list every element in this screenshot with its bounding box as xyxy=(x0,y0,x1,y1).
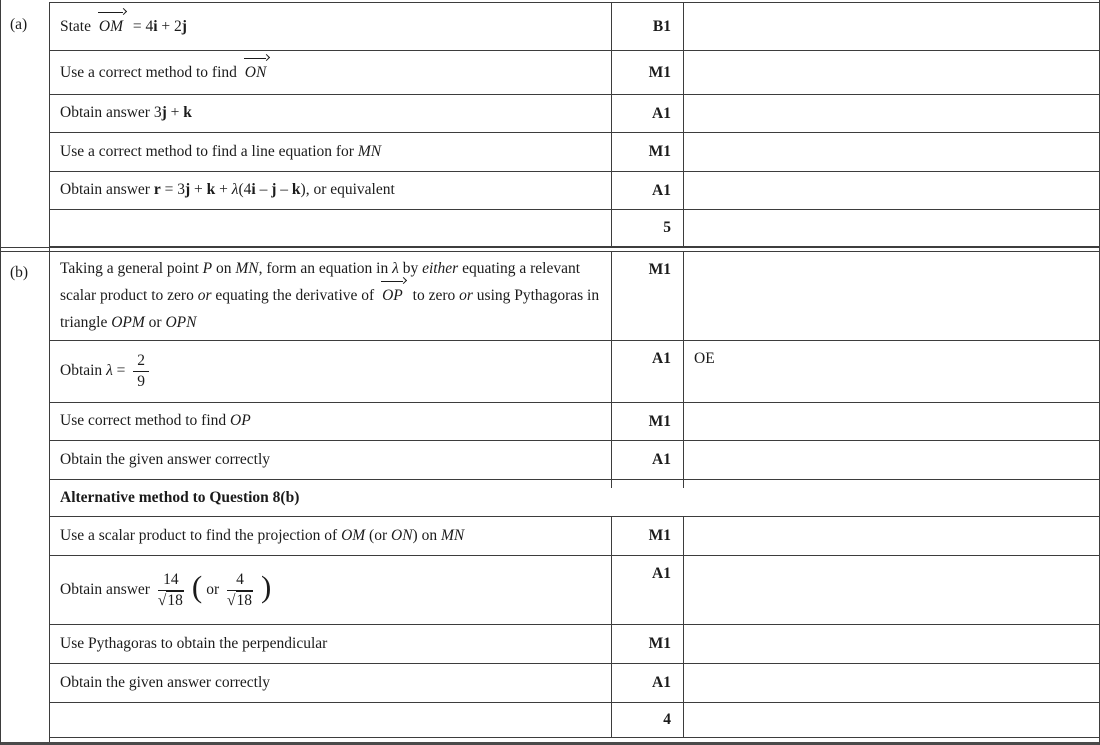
mark-row xyxy=(49,2,1099,51)
description-text: Obtain answer 3j + k xyxy=(60,104,192,122)
mark-row xyxy=(49,252,1099,341)
mark-cell: M1 xyxy=(611,403,683,441)
comment-cell xyxy=(683,210,1099,247)
description-cell xyxy=(49,252,611,341)
description-cell xyxy=(49,664,611,703)
part-label-b: (b) xyxy=(10,264,29,281)
description-cell xyxy=(49,2,611,51)
mark-row xyxy=(49,403,1099,441)
mark-cell: M1 xyxy=(611,517,683,556)
column-line-stub xyxy=(611,480,612,488)
mark-cell: M1 xyxy=(611,625,683,664)
comment-cell xyxy=(683,51,1099,95)
math-fraction: $\frac{2}{9}$ xyxy=(133,352,149,391)
alt-method-header-row xyxy=(49,480,1099,517)
comment-cell xyxy=(683,625,1099,664)
description-cell xyxy=(49,517,611,556)
description-cell xyxy=(49,210,611,247)
description-text: Use Pythagoras to obtain the perpendicular xyxy=(60,634,328,652)
mark-cell: A1 xyxy=(611,556,683,625)
mark-row xyxy=(49,625,1099,664)
description-cell xyxy=(49,95,611,133)
mark-cell: M1 xyxy=(611,51,683,95)
description-cell xyxy=(49,341,611,403)
mark-row xyxy=(49,556,1099,625)
mark-cell: A1 xyxy=(611,95,683,133)
description-cell xyxy=(49,172,611,210)
mark-cell: A1 xyxy=(611,172,683,210)
description-text: Obtain λ = $\frac{2}{9}$ xyxy=(60,352,153,391)
vector-arrow-notation: ON xyxy=(244,59,269,86)
mark-cell: A1 xyxy=(611,341,683,403)
comment-cell xyxy=(683,403,1099,441)
part-label-a: (a) xyxy=(10,16,28,33)
mark-cell: B1 xyxy=(611,2,683,51)
mark-row xyxy=(49,133,1099,172)
description-cell xyxy=(49,51,611,95)
description-text: Obtain the given answer correctly xyxy=(60,450,271,468)
total-row xyxy=(49,210,1099,247)
description-text: Obtain answer r = 3j + k + λ(4i – j – k), or equivalent xyxy=(60,181,395,199)
description-cell xyxy=(49,403,611,441)
comment-cell xyxy=(683,556,1099,625)
vector-arrow-notation: OM xyxy=(98,13,125,40)
comment-cell xyxy=(683,441,1099,480)
comment-cell xyxy=(683,517,1099,556)
column-line-stub xyxy=(683,480,684,488)
description-text: Use a scalar product to find the projection of OM (or ON) on MN xyxy=(60,526,465,544)
mark-row xyxy=(49,517,1099,556)
mark-cell: A1 xyxy=(611,664,683,703)
comment-cell xyxy=(683,172,1099,210)
comment-cell xyxy=(683,703,1099,738)
description-text: State OM = 4i + 2j xyxy=(60,13,187,40)
math-sqrt-fraction: $\frac{14}{√18}$ xyxy=(157,570,183,609)
mark-row xyxy=(49,51,1099,95)
description-text: Obtain the given answer correctly xyxy=(60,673,271,691)
mark-row xyxy=(49,441,1099,480)
mark-row xyxy=(49,172,1099,210)
description-text: Taking a general point P on MN, form an equation in λ by either equating a relevant scalar product to zero or equating the derivative of OP to zero or using Pythagoras in triangle OPM or OPN xyxy=(60,259,600,331)
mark-cell: M1 xyxy=(611,252,683,341)
description-text: Use a correct method to find a line equation for MN xyxy=(60,142,382,160)
description-text: Use a correct method to find ON xyxy=(60,59,272,86)
math-sqrt-fraction: $\frac{4}{√18}$ xyxy=(226,570,252,609)
mark-row xyxy=(49,341,1099,403)
description-text: Use correct method to find OP xyxy=(60,412,251,430)
mark-cell: A1 xyxy=(611,441,683,480)
description-cell xyxy=(49,625,611,664)
section-a xyxy=(1,2,1099,247)
comment-cell xyxy=(683,95,1099,133)
description-cell xyxy=(49,441,611,480)
description-cell xyxy=(49,703,611,738)
comment-cell xyxy=(683,664,1099,703)
mark-cell: M1 xyxy=(611,133,683,172)
comment-cell: OE xyxy=(683,341,1099,403)
total-cell: 4 xyxy=(611,703,683,738)
comment-cell xyxy=(683,2,1099,51)
total-row xyxy=(49,703,1099,738)
comment-cell xyxy=(683,252,1099,341)
comment-cell xyxy=(683,133,1099,172)
description-cell xyxy=(49,556,611,625)
section-b xyxy=(1,252,1099,738)
mark-row xyxy=(49,95,1099,133)
total-cell: 5 xyxy=(611,210,683,247)
description-cell xyxy=(49,133,611,172)
description-text: Obtain answer $\frac{14}{√18}$ ( or $\frac{4}{√18}$ ) xyxy=(60,568,272,609)
part-column-divider xyxy=(49,2,50,742)
mark-row xyxy=(49,664,1099,703)
alt-method-header: Alternative method to Question 8(b) xyxy=(49,480,1099,517)
vector-arrow-notation: OP xyxy=(381,282,405,309)
